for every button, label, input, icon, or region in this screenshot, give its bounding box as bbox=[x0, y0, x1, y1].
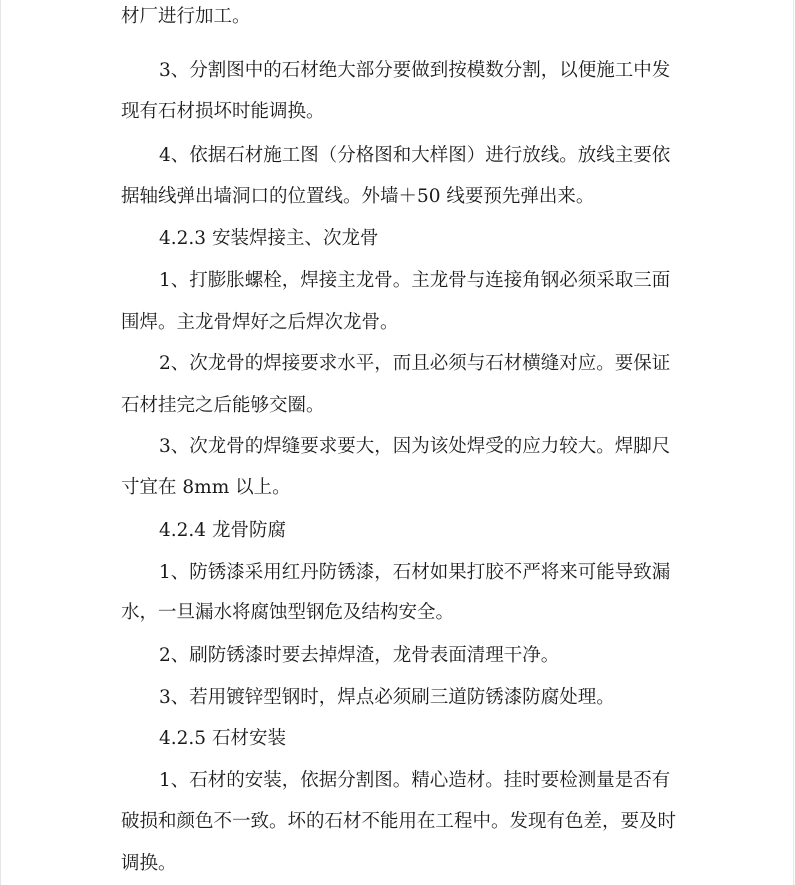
text-line: 围焊。主龙骨焊好之后焊次龙骨。 bbox=[121, 312, 399, 333]
text-line: 2、次龙骨的焊接要求水平，而且必须与石材横缝对应。要保证 bbox=[159, 353, 671, 374]
text-line: 调换。 bbox=[121, 853, 177, 874]
section-heading: 4.2.4 龙骨防腐 bbox=[159, 520, 286, 541]
text-line: 水，一旦漏水将腐蚀型钢危及结构安全。 bbox=[121, 602, 455, 623]
section-heading: 4.2.5 石材安装 bbox=[159, 728, 286, 749]
page-right-border bbox=[793, 0, 794, 885]
text-line: 1、防锈漆采用红丹防锈漆，石材如果打胶不严将来可能导致漏 bbox=[159, 562, 671, 583]
text-line: 3、若用镀锌型钢时，焊点必须刷三道防锈漆防腐处理。 bbox=[159, 687, 615, 708]
text-line: 石材挂完之后能够交圈。 bbox=[121, 395, 325, 416]
page-left-border bbox=[0, 0, 1, 885]
text-line: 据轴线弹出墙洞口的位置线。外墙＋50 线要预先弹出来。 bbox=[121, 186, 595, 207]
text-line: 材厂进行加工。 bbox=[121, 6, 251, 27]
text-line: 1、打膨胀螺栓，焊接主龙骨。主龙骨与连接角钢必须采取三面 bbox=[159, 270, 671, 291]
text-line: 3、分割图中的石材绝大部分要做到按模数分割，以便施工中发 bbox=[159, 60, 671, 81]
text-line: 破损和颜色不一致。坏的石材不能用在工程中。发现有色差，要及时 bbox=[121, 811, 677, 832]
text-line: 寸宜在 8mm 以上。 bbox=[121, 477, 291, 498]
text-line: 4、依据石材施工图（分格图和大样图）进行放线。放线主要依 bbox=[159, 145, 671, 166]
text-line: 1、石材的安装，依据分割图。精心造材。挂时要检测量是否有 bbox=[159, 770, 671, 791]
text-line: 2、刷防锈漆时要去掉焊渣，龙骨表面清理干净。 bbox=[159, 645, 560, 666]
text-line: 现有石材损坏时能调换。 bbox=[121, 101, 325, 122]
section-heading: 4.2.3 安装焊接主、次龙骨 bbox=[159, 228, 379, 249]
text-line: 3、次龙骨的焊缝要求要大，因为该处焊受的应力较大。焊脚尺 bbox=[159, 436, 671, 457]
